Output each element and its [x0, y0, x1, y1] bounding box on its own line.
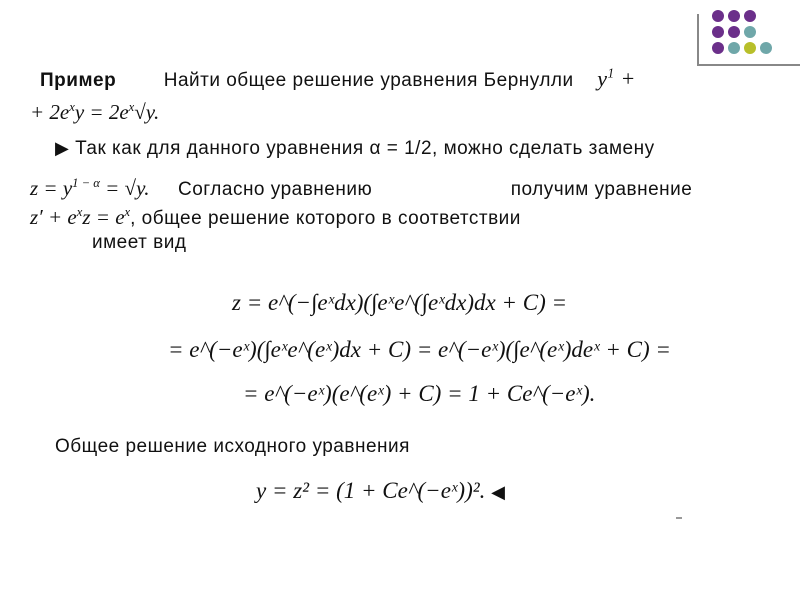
task-text: Найти общее решение уравнения Бернулли	[163, 70, 574, 91]
scan-mark	[676, 517, 682, 519]
decor-dot	[728, 42, 740, 54]
decor-dot	[712, 26, 724, 38]
final-formula-line	[256, 478, 505, 504]
task-equation: $y^1$ +	[597, 65, 636, 91]
solution-start-marker: ▶	[55, 138, 70, 158]
formula-line-3: = e^(−eˣ)(e^(eˣ) + C) = 1 + Ce^(−eˣ).	[243, 381, 596, 406]
example-line	[40, 66, 636, 92]
decor-dot	[728, 26, 740, 38]
solution-text-3: получим уравнение	[510, 179, 693, 200]
solution-text-2: Согласно уравнению	[177, 179, 373, 200]
formula-line-2: = e^(−eˣ)(∫eˣe^(eˣ)dx + C) = e^(−eˣ)(∫e^(eˣ)deˣ + C) =	[168, 337, 671, 362]
final-formula: y = z² = (1 + Ce^(−eˣ))².	[256, 478, 486, 503]
solution-line-2	[30, 176, 692, 201]
bernoulli-equation-continued: + $2e^xy = 2e^x√y$.	[30, 100, 160, 124]
substitution-eq: $z = y^{1 - \alpha} = √y$.	[30, 176, 150, 200]
solution-end-marker: ◀	[491, 482, 505, 502]
solution-text-5: имеет вид	[92, 232, 187, 253]
formula-line-1: z = e^(−∫eˣdx)(∫eˣe^(∫eˣdx)dx + C) =	[232, 290, 568, 315]
decor-dot	[760, 42, 772, 54]
decor-vertical-rule	[697, 14, 699, 66]
decor-dot	[744, 26, 756, 38]
general-solution-text: Общее решение исходного уравнения	[55, 436, 410, 457]
solution-text-1: Так как для данного уравнения α = 1/2, можно сделать замену	[75, 138, 655, 159]
solution-line-1	[55, 138, 655, 160]
solution-line-3	[30, 205, 521, 230]
decor-dot	[744, 10, 756, 22]
decor-dot	[744, 42, 756, 54]
example-label: Пример	[40, 70, 117, 91]
solution-text-4: , общее решение которого в соответствии	[130, 208, 521, 229]
decor-dot-grid	[712, 10, 800, 68]
decor-dot	[712, 42, 724, 54]
linear-eq: $z' + e^xz = e^x$	[30, 205, 131, 229]
decor-dot	[712, 10, 724, 22]
decor-dot	[728, 10, 740, 22]
